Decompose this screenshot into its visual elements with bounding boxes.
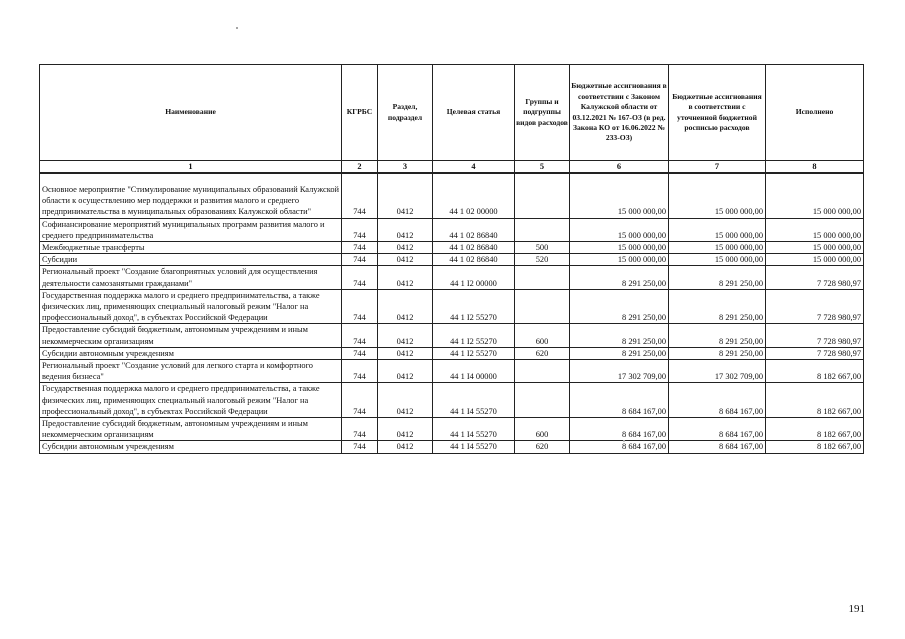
column-number: 2 xyxy=(342,161,378,174)
row-expense-group xyxy=(515,266,570,289)
row-executed: 8 182 667,00 xyxy=(766,360,864,383)
row-executed: 8 182 667,00 xyxy=(766,441,864,453)
row-budget-law: 15 000 000,00 xyxy=(570,184,669,218)
row-section: 0412 xyxy=(378,383,433,418)
header-expense-group: Группы и подгруппы видов расходов xyxy=(515,65,570,161)
row-name: Государственная поддержка малого и среднего предпринимательства, а также физических лиц, применяющих специальный налоговый режим "Налог на профессиональный доход", в субъектах Российской Федерации xyxy=(40,289,342,324)
row-name: Региональный проект "Создание условий для легкого старта и комфортного ведения бизнеса" xyxy=(40,360,342,383)
row-section: 0412 xyxy=(378,184,433,218)
table-row xyxy=(40,218,864,241)
row-budget-law: 8 291 250,00 xyxy=(570,324,669,347)
budget-execution-table xyxy=(39,64,864,454)
row-kgrbs: 744 xyxy=(342,242,378,254)
row-section: 0412 xyxy=(378,242,433,254)
row-target-article: 44 1 I2 55270 xyxy=(433,324,515,347)
row-target-article: 44 1 02 86840 xyxy=(433,254,515,266)
column-number: 3 xyxy=(378,161,433,174)
row-expense-group xyxy=(515,383,570,418)
row-kgrbs: 744 xyxy=(342,266,378,289)
table-row xyxy=(40,383,864,418)
row-budget-refined: 15 000 000,00 xyxy=(669,254,766,266)
row-name: Предоставление субсидий бюджетным, автономным учреждениям и иным некоммерческим организациям xyxy=(40,418,342,441)
header-budget-refined: Бюджетные ассигнования в соответствии с уточненной бюджетной росписью расходов xyxy=(669,65,766,161)
row-expense-group: 620 xyxy=(515,441,570,453)
row-target-article: 44 1 I2 55270 xyxy=(433,289,515,324)
row-expense-group xyxy=(515,360,570,383)
row-section: 0412 xyxy=(378,289,433,324)
row-expense-group: 620 xyxy=(515,347,570,359)
row-kgrbs: 744 xyxy=(342,324,378,347)
table-row xyxy=(40,242,864,254)
column-number: 7 xyxy=(669,161,766,174)
row-executed: 15 000 000,00 xyxy=(766,242,864,254)
row-budget-refined: 15 000 000,00 xyxy=(669,184,766,218)
row-name: Субсидии автономным учреждениям xyxy=(40,347,342,359)
row-executed: 7 728 980,97 xyxy=(766,266,864,289)
column-number: 4 xyxy=(433,161,515,174)
row-name: Региональный проект "Создание благоприятных условий для осуществления деятельности самозанятыми гражданами" xyxy=(40,266,342,289)
row-name: Основное мероприятие "Стимулирование муниципальных образований Калужской области к осуществлению мер поддержки и развития малого и среднего предпринимательства в муниципальных образованиях Калужской области" xyxy=(40,184,342,218)
table-row xyxy=(40,184,864,218)
row-section: 0412 xyxy=(378,254,433,266)
row-budget-refined: 8 684 167,00 xyxy=(669,383,766,418)
header-section: Раздел, подраздел xyxy=(378,65,433,161)
row-name: Государственная поддержка малого и среднего предпринимательства, а также физических лиц, применяющих специальный налоговый режим "Налог на профессиональный доход", в субъектах Российской Федерации xyxy=(40,383,342,418)
table-body xyxy=(40,173,864,453)
row-expense-group: 600 xyxy=(515,418,570,441)
header-name: Наименование xyxy=(40,65,342,161)
table-row xyxy=(40,324,864,347)
row-name: Субсидии xyxy=(40,254,342,266)
row-executed: 8 182 667,00 xyxy=(766,383,864,418)
row-section: 0412 xyxy=(378,360,433,383)
page-number: 191 xyxy=(848,603,865,615)
table-row xyxy=(40,254,864,266)
row-expense-group: 520 xyxy=(515,254,570,266)
row-target-article: 44 1 02 86840 xyxy=(433,242,515,254)
column-number: 1 xyxy=(40,161,342,174)
table-row xyxy=(40,441,864,453)
row-target-article: 44 1 I2 00000 xyxy=(433,266,515,289)
row-kgrbs: 744 xyxy=(342,254,378,266)
column-number: 8 xyxy=(766,161,864,174)
row-kgrbs: 744 xyxy=(342,360,378,383)
row-executed: 7 728 980,97 xyxy=(766,347,864,359)
row-budget-refined: 8 684 167,00 xyxy=(669,441,766,453)
header-target-article: Целевая статья xyxy=(433,65,515,161)
row-budget-refined: 8 684 167,00 xyxy=(669,418,766,441)
row-kgrbs: 744 xyxy=(342,418,378,441)
row-kgrbs: 744 xyxy=(342,289,378,324)
row-target-article: 44 1 I2 55270 xyxy=(433,347,515,359)
column-number: 5 xyxy=(515,161,570,174)
table-row xyxy=(40,418,864,441)
row-budget-law: 15 000 000,00 xyxy=(570,242,669,254)
row-name: Предоставление субсидий бюджетным, автономным учреждениям и иным некоммерческим организациям xyxy=(40,324,342,347)
row-target-article: 44 1 I4 55270 xyxy=(433,383,515,418)
row-budget-law: 17 302 709,00 xyxy=(570,360,669,383)
row-name: Субсидии автономным учреждениям xyxy=(40,441,342,453)
row-kgrbs: 744 xyxy=(342,218,378,241)
row-executed: 15 000 000,00 xyxy=(766,184,864,218)
row-budget-refined: 8 291 250,00 xyxy=(669,266,766,289)
row-expense-group xyxy=(515,184,570,218)
row-budget-refined: 8 291 250,00 xyxy=(669,289,766,324)
row-section: 0412 xyxy=(378,418,433,441)
column-number-row xyxy=(40,161,864,174)
row-target-article: 44 1 02 00000 xyxy=(433,184,515,218)
row-executed: 8 182 667,00 xyxy=(766,418,864,441)
row-budget-refined: 15 000 000,00 xyxy=(669,242,766,254)
row-budget-law: 8 291 250,00 xyxy=(570,347,669,359)
row-budget-refined: 15 000 000,00 xyxy=(669,218,766,241)
table-row xyxy=(40,266,864,289)
row-target-article: 44 1 I4 55270 xyxy=(433,441,515,453)
row-executed: 15 000 000,00 xyxy=(766,254,864,266)
scan-speck xyxy=(623,440,625,442)
table-row xyxy=(40,360,864,383)
table-row xyxy=(40,347,864,359)
row-section: 0412 xyxy=(378,347,433,359)
row-section: 0412 xyxy=(378,266,433,289)
header-budget-law: Бюджетные ассигнования в соответствии с Законом Калужской области от 03.12.2021 № 167-ОЗ (в ред. Закона КО от 16.06.2022 № 233-ОЗ) xyxy=(570,65,669,161)
header-row xyxy=(40,65,864,161)
row-section: 0412 xyxy=(378,441,433,453)
row-expense-group: 500 xyxy=(515,242,570,254)
row-target-article: 44 1 02 86840 xyxy=(433,218,515,241)
row-budget-refined: 17 302 709,00 xyxy=(669,360,766,383)
scan-speck xyxy=(236,27,238,29)
column-number: 6 xyxy=(570,161,669,174)
row-expense-group: 600 xyxy=(515,324,570,347)
row-budget-law: 8 684 167,00 xyxy=(570,418,669,441)
row-section: 0412 xyxy=(378,324,433,347)
row-budget-law: 8 291 250,00 xyxy=(570,289,669,324)
row-kgrbs: 744 xyxy=(342,383,378,418)
row-expense-group xyxy=(515,218,570,241)
row-section: 0412 xyxy=(378,218,433,241)
row-kgrbs: 744 xyxy=(342,441,378,453)
row-target-article: 44 1 I4 00000 xyxy=(433,360,515,383)
table-row xyxy=(40,289,864,324)
row-budget-law: 8 684 167,00 xyxy=(570,441,669,453)
row-target-article: 44 1 I4 55270 xyxy=(433,418,515,441)
header-executed: Исполнено xyxy=(766,65,864,161)
row-budget-law: 15 000 000,00 xyxy=(570,218,669,241)
row-kgrbs: 744 xyxy=(342,347,378,359)
spacer-row xyxy=(40,173,864,184)
row-executed: 15 000 000,00 xyxy=(766,218,864,241)
row-executed: 7 728 980,97 xyxy=(766,324,864,347)
row-kgrbs: 744 xyxy=(342,184,378,218)
row-name: Софинансирование мероприятий муниципальных программ развития малого и среднего предпринимательства xyxy=(40,218,342,241)
row-name: Межбюджетные трансферты xyxy=(40,242,342,254)
row-executed: 7 728 980,97 xyxy=(766,289,864,324)
row-expense-group xyxy=(515,289,570,324)
row-budget-law: 8 684 167,00 xyxy=(570,383,669,418)
row-budget-refined: 8 291 250,00 xyxy=(669,324,766,347)
row-budget-refined: 8 291 250,00 xyxy=(669,347,766,359)
header-kgrbs: КГРБС xyxy=(342,65,378,161)
row-budget-law: 8 291 250,00 xyxy=(570,266,669,289)
row-budget-law: 15 000 000,00 xyxy=(570,254,669,266)
